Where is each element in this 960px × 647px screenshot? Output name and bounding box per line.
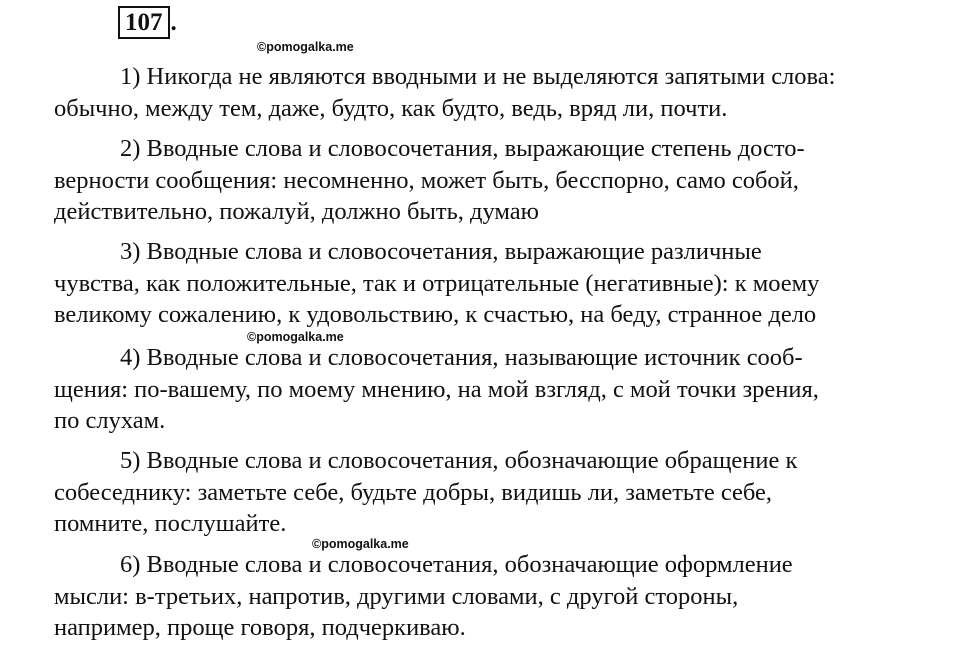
text-line: по слухам. xyxy=(54,407,166,434)
text-line: 6) Вводные слова и словосочетания, обозначающие оформление xyxy=(120,551,793,578)
paragraph-6 xyxy=(54,549,914,644)
text-line: великому сожалению, к удовольствию, к счастью, на беду, странное дело xyxy=(54,301,817,328)
text-line: обычно, между тем, даже, будто, как будто, ведь, вряд ли, почти. xyxy=(54,94,728,122)
exercise-number xyxy=(118,6,177,39)
text-line: например, проще говоря, подчеркиваю. xyxy=(54,614,466,641)
text-line: 5) Вводные слова и словосочетания, обозначающие обращение к xyxy=(120,447,798,474)
paragraph-1 xyxy=(54,61,914,124)
exercise-number-dot: . xyxy=(170,8,177,36)
paragraph-2 xyxy=(54,133,914,228)
text-line: 3) Вводные слова и словосочетания, выражающие различные xyxy=(120,238,762,265)
watermark: ©pomogalka.me xyxy=(257,40,354,54)
text-line: 2) Вводные слова и словосочетания, выражающие степень досто- xyxy=(120,135,805,162)
text-line: 4) Вводные слова и словосочетания, называющие источник сооб- xyxy=(120,344,803,371)
text-line: щения: по-вашему, по моему мнению, на мой взгляд, с мой точки зрения, xyxy=(54,375,819,403)
text-line: действительно, пожалуй, должно быть, думаю xyxy=(54,198,539,225)
text-line: собеседнику: заметьте себе, будьте добры, видишь ли, заметьте себе, xyxy=(54,478,773,506)
watermark: ©pomogalka.me xyxy=(247,330,344,344)
text-line: мысли: в-третьих, напротив, другими словами, с другой стороны, xyxy=(54,582,739,610)
exercise-number-box: 107 xyxy=(118,6,170,39)
paragraph-3 xyxy=(54,236,914,331)
text-line: чувства, как положительные, так и отрицательные (негативные): к моему xyxy=(54,269,820,297)
paragraph-5 xyxy=(54,445,914,540)
watermark: ©pomogalka.me xyxy=(312,537,409,551)
paragraph-4 xyxy=(54,342,914,437)
text-line: помните, послушайте. xyxy=(54,510,287,537)
text-line: 1) Никогда не являются вводными и не выделяются запятыми слова: xyxy=(120,63,836,90)
text-line: верности сообщения: несомненно, может быть, бесспорно, само собой, xyxy=(54,166,799,194)
